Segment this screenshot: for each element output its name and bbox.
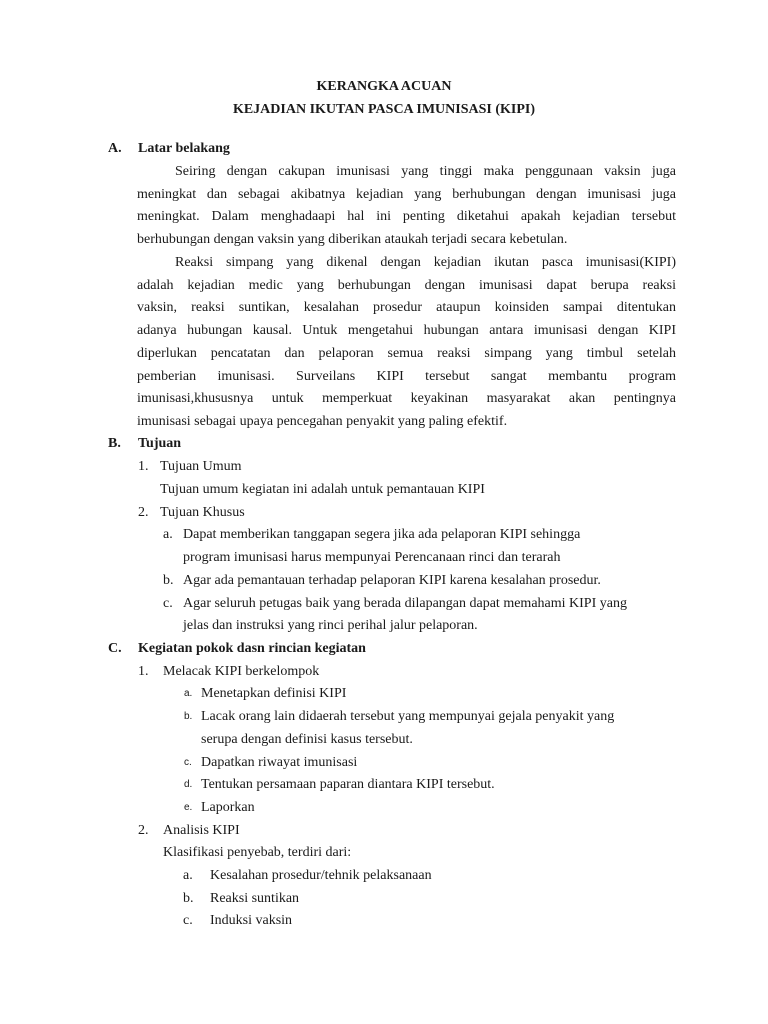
list-number: 2. (138, 823, 149, 838)
sublist-text: Menetapkan definisi KIPI (201, 686, 347, 701)
list-item-text: Tujuan umum kegiatan ini adalah untuk pemantauan KIPI (160, 482, 485, 497)
sublist-marker: c. (184, 757, 192, 768)
paragraph-line: imunisasi sebagai upaya pencegahan penyakit yang paling efektif. (137, 414, 508, 429)
section-c-heading: Kegiatan pokok dasn rincian kegiatan (138, 641, 366, 656)
sublist-marker: d. (184, 779, 193, 790)
list-item-label: Tujuan Umum (160, 459, 242, 474)
list-item-text: Klasifikasi penyebab, terdiri dari: (163, 845, 352, 860)
sublist-marker: c. (163, 596, 173, 611)
paragraph-line: berhubungan dengan vaksin yang diberikan ataukah terjadi secara kebetulan. (137, 232, 568, 247)
sublist-text: Agar seluruh petugas baik yang berada dilapangan dapat memahami KIPI yang (183, 596, 627, 611)
sublist-text: Dapatkan riwayat imunisasi (201, 755, 358, 770)
sublist-text: program imunisasi harus mempunyai Perencanaan rinci dan terarah (183, 550, 561, 565)
paragraph-line: diperlukan pencatatan dan pelaporan semua reaksi simpang yang timbul setelah (137, 346, 676, 361)
list-number: 1. (138, 459, 149, 474)
sublist-marker: a. (163, 527, 173, 542)
sublist-marker: e. (184, 802, 193, 813)
sublist-text: jelas dan instruksi yang rinci perihal jalur pelaporan. (183, 618, 478, 633)
document-subtitle: KEJADIAN IKUTAN PASCA IMUNISASI (KIPI) (232, 102, 536, 117)
sublist-marker: a. (183, 868, 193, 883)
section-a-heading: Latar belakang (138, 141, 230, 156)
sublist-marker: c. (183, 913, 193, 928)
sublist-text: Induksi vaksin (210, 913, 293, 928)
sublist-text: Agar ada pemantauan terhadap pelaporan KIPI karena kesalahan prosedur. (183, 573, 601, 588)
paragraph-line: pemberian imunisasi. Surveilans KIPI tersebut sangat membantu program (137, 369, 676, 384)
sublist-marker: b. (183, 891, 194, 906)
paragraph-line: meningkat dan sebagai akibatnya kejadian yang berhubungan dengan imunisasi juga (137, 187, 676, 202)
sublist-marker: b. (163, 573, 174, 588)
section-a-marker: A. (108, 141, 122, 156)
list-item-label: Analisis KIPI (163, 823, 240, 838)
sublist-text: Reaksi suntikan (210, 891, 300, 906)
sublist-text: serupa dengan definisi kasus tersebut. (201, 732, 413, 747)
list-number: 2. (138, 505, 149, 520)
sublist-text: Dapat memberikan tanggapan segera jika ada pelaporan KIPI sehingga (183, 527, 581, 542)
sublist-text: Tentukan persamaan paparan diantara KIPI tersebut. (201, 777, 495, 792)
list-item-label: Melacak KIPI berkelompok (163, 664, 320, 679)
paragraph-line: imunisasi,khususnya untuk memperkuat keyakinan masyarakat akan pentingnya (137, 391, 676, 406)
document-title: KERANGKA ACUAN (316, 79, 452, 94)
list-number: 1. (138, 664, 149, 679)
list-item-label: Tujuan Khusus (160, 505, 245, 520)
paragraph-line: Reaksi simpang yang dikenal dengan kejadian ikutan pasca imunisasi(KIPI) (175, 255, 676, 270)
paragraph-line: vaksin, reaksi suntikan, kesalahan prosedur ataupun koinsiden sampai ditentukan (137, 300, 676, 315)
paragraph-line: adanya hubungan kausal. Untuk mengetahui hubungan antara imunisasi dengan KIPI (137, 323, 676, 338)
sublist-text: Lacak orang lain didaerah tersebut yang mempunyai gejala penyakit yang (201, 709, 615, 724)
paragraph-line: meningkat. Dalam menghadaapi hal ini penting diketahui apakah kejadian tersebut (137, 209, 676, 224)
section-b-marker: B. (108, 436, 121, 451)
section-c-marker: C. (108, 641, 122, 656)
sublist-text: Kesalahan prosedur/tehnik pelaksanaan (210, 868, 432, 883)
sublist-text: Laporkan (201, 800, 255, 815)
paragraph-line: Seiring dengan cakupan imunisasi yang tinggi maka penggunaan vaksin juga (175, 164, 676, 179)
paragraph-line: adalah kejadian medic yang berhubungan dengan imunisasi dapat berupa reaksi (137, 278, 676, 293)
section-b-heading: Tujuan (138, 436, 182, 451)
sublist-marker: b. (184, 711, 193, 722)
sublist-marker: a. (184, 688, 193, 699)
